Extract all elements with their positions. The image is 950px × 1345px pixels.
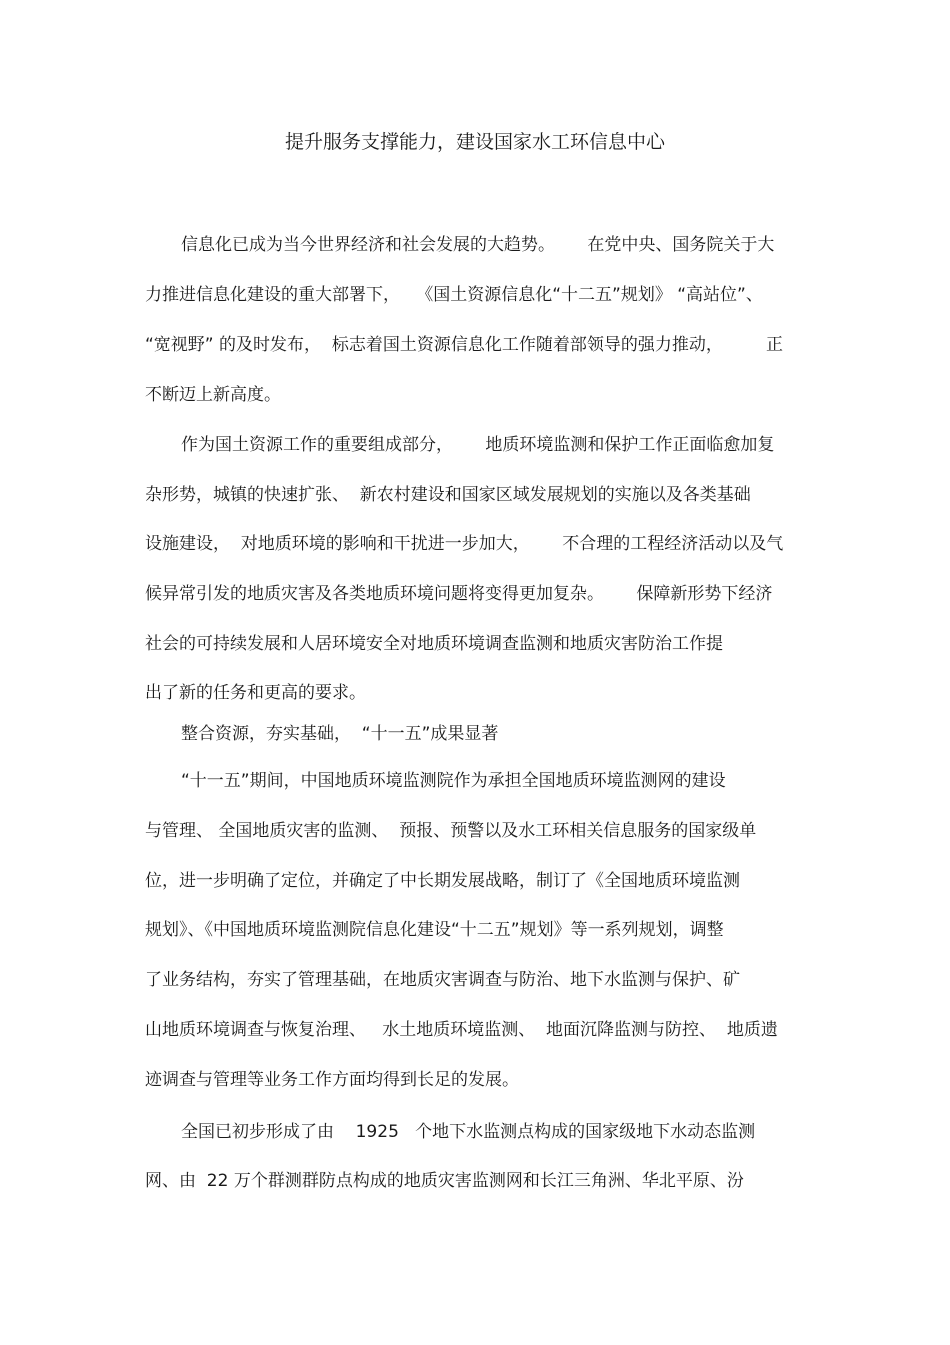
paragraph-line: “宽视野” 的及时发布， 标志着国土资源信息化工作随着部领导的强力推动， 正 xyxy=(145,335,784,355)
paragraph-line: 位，进一步明确了定位，并确定了中长期发展战略，制订了《全国地质环境监测 xyxy=(145,871,740,891)
paragraph-line: 力推进信息化建设的重大部署下， 《国土资源信息化“十二五”规划》 “高站位”、 xyxy=(145,285,763,305)
document-title: 提升服务支撑能力，建设国家水工环信息中心 xyxy=(284,131,665,153)
paragraph-line: 迹调查与管理等业务工作方面均得到长足的发展。 xyxy=(145,1070,519,1090)
paragraph-line: 规划》、《中国地质环境监测院信息化建设“十二五”规划》等一系列规划，调整 xyxy=(145,920,724,940)
paragraph-line: 了业务结构，夯实了管理基础，在地质灾害调查与防治、地下水监测与保护、矿 xyxy=(145,970,740,990)
paragraph-line: 出了新的任务和更高的要求。 xyxy=(145,683,366,703)
paragraph-line: “十一五”期间，中国地质环境监测院作为承担全国地质环境监测网的建设 xyxy=(181,771,726,791)
paragraph-line: 信息化已成为当今世界经济和社会发展的大趋势。 在党中央、国务院关于大 xyxy=(181,235,775,255)
paragraph-line: 作为国土资源工作的重要组成部分， 地质环境监测和保护工作正面临愈加复 xyxy=(181,435,775,455)
paragraph-line: 山地质环境调查与恢复治理、 水土地质环境监测、 地面沉降监测与防控、 地质遗 xyxy=(145,1020,778,1040)
paragraph-line: 社会的可持续发展和人居环境安全对地质环境调查监测和地质灾害防治工作提 xyxy=(145,634,723,654)
paragraph-line: 不断迈上新高度。 xyxy=(145,385,281,405)
paragraph-line: 杂形势，城镇的快速扩张、 新农村建设和国家区域发展规划的实施以及各类基础 xyxy=(145,485,751,505)
paragraph-line: 设施建设， 对地质环境的影响和干扰进一步加大， 不合理的工程经济活动以及气 xyxy=(145,534,784,554)
section-heading: 整合资源，夯实基础， “十一五”成果显著 xyxy=(181,724,499,744)
paragraph-line: 网、由 22 万个群测群防点构成的地质灾害监测网和长江三角洲、华北平原、汾 xyxy=(145,1171,744,1191)
paragraph-line: 与管理、 全国地质灾害的监测、 预报、预警以及水工环相关信息服务的国家级单 xyxy=(145,821,757,841)
paragraph-line: 全国已初步形成了由 1925 个地下水监测点构成的国家级地下水动态监测 xyxy=(181,1122,756,1142)
paragraph-line: 候异常引发的地质灾害及各类地质环境问题将变得更加复杂。 保障新形势下经济 xyxy=(145,584,773,604)
